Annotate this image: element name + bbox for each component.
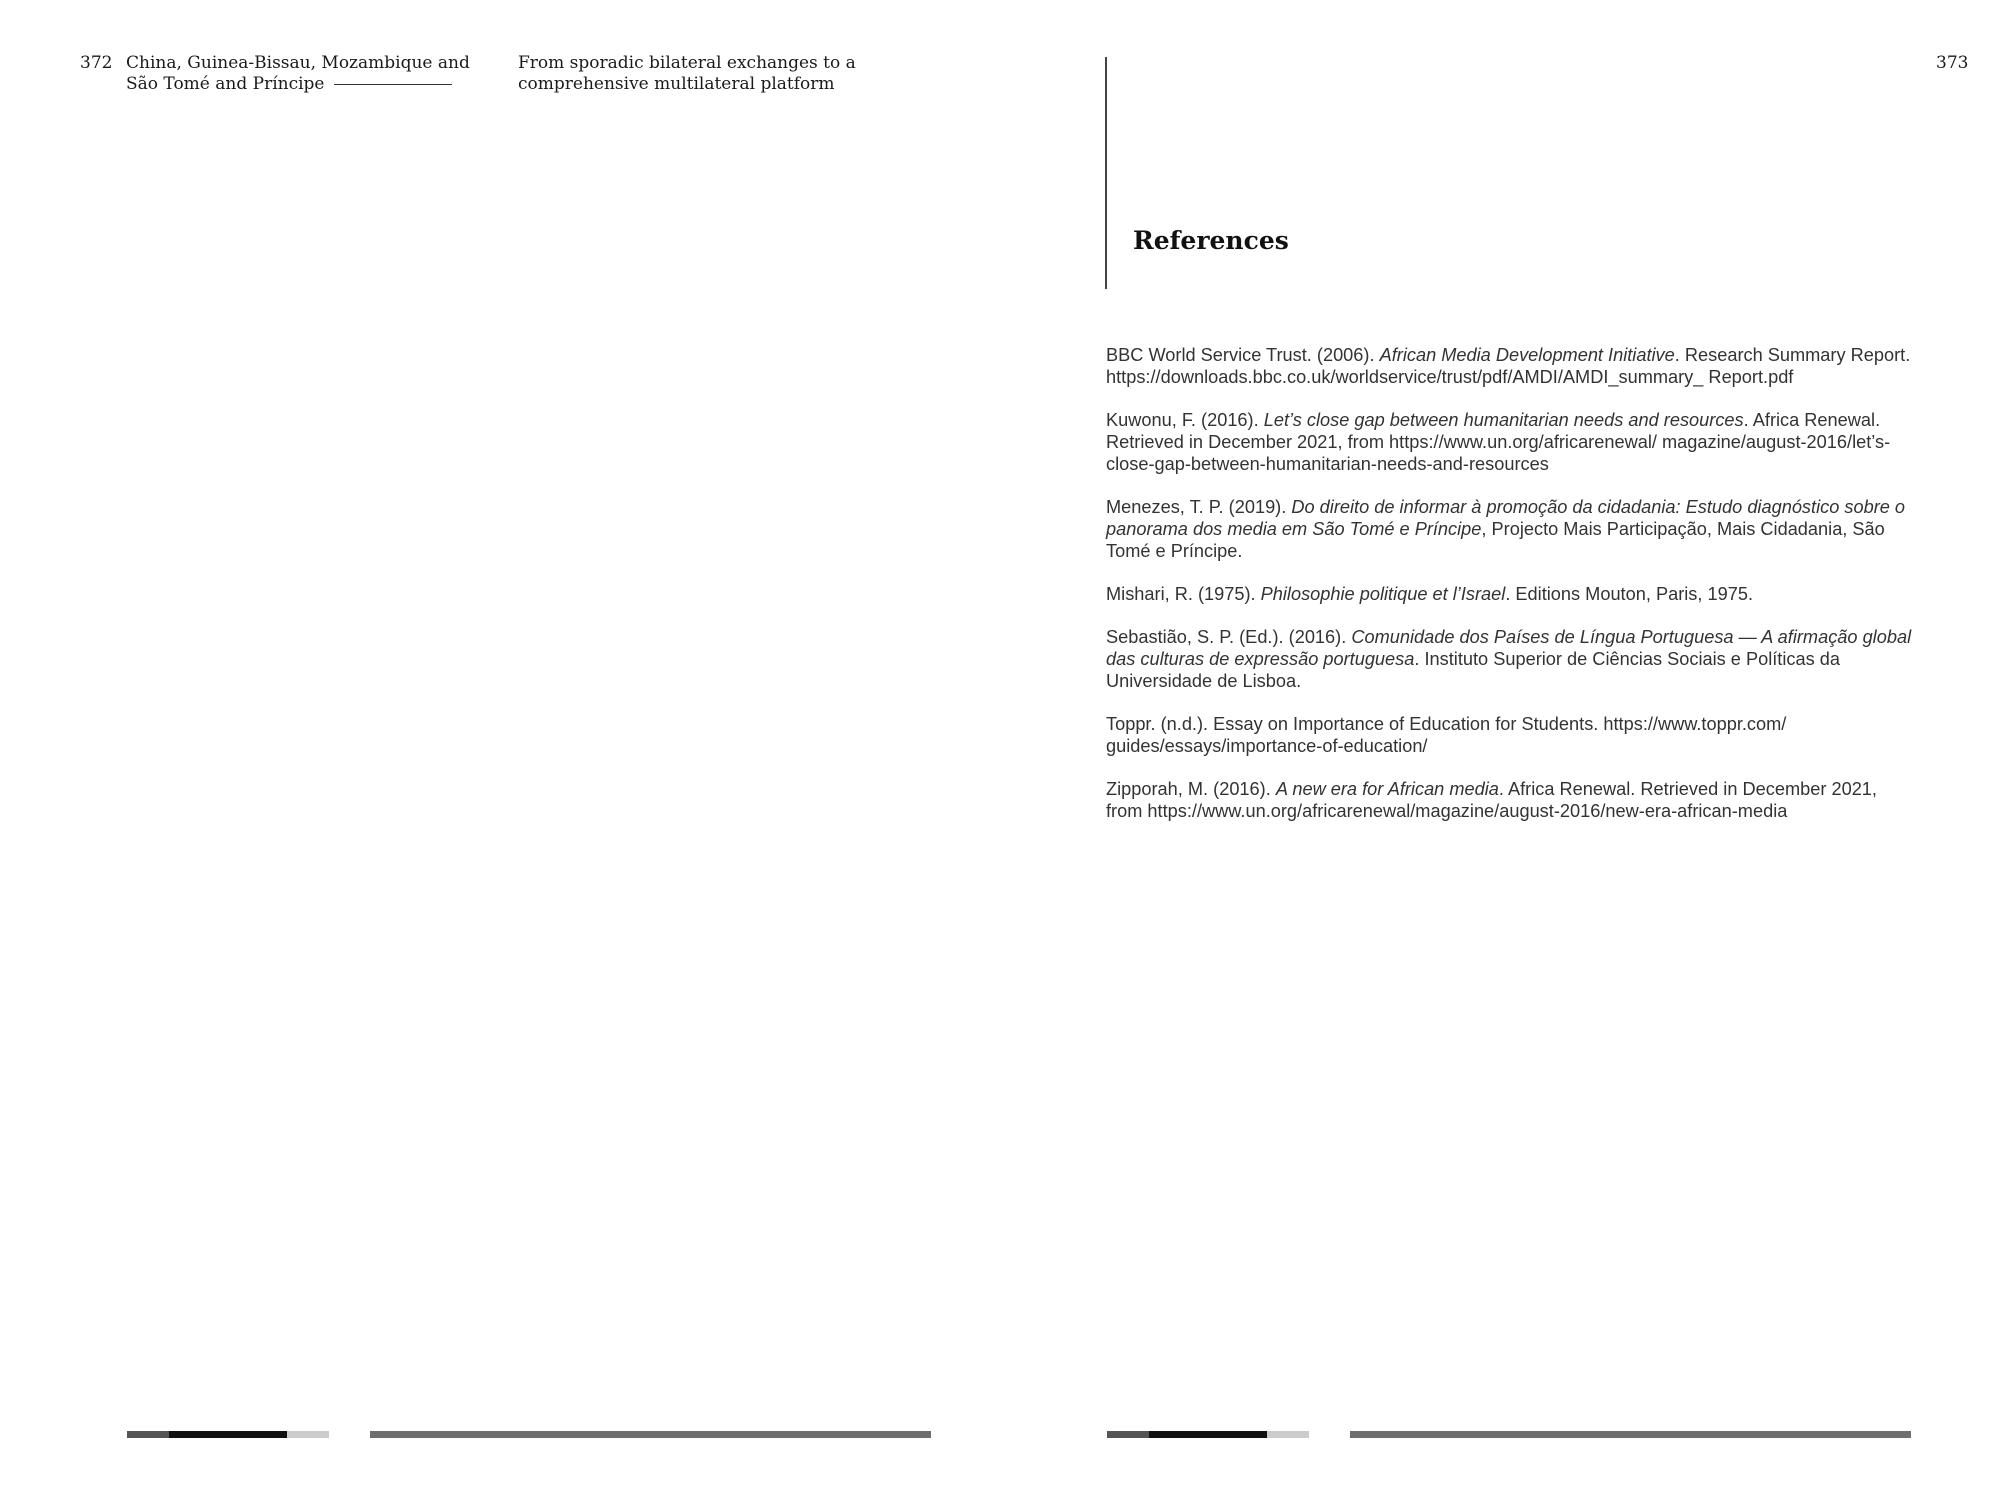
left-footer-bar-mid [127,1431,169,1438]
right-page-number: 373 [1936,53,1969,73]
running-head-line1: China, Guinea-Bissau, Mozambique and [126,53,470,73]
reference-text: , Projecto Mais Participação, Mais Cidadania, São Tomé e Príncipe. [1106,518,1885,561]
left-footer-bar-dark [169,1431,287,1438]
chapter-title-line2: comprehensive multilateral platform [518,74,835,94]
reference-text: Mishari, R. (1975). [1106,583,1261,604]
reference-text: . Instituto Superior de Ciências Sociais e Políticas da Universidade de Lisboa. [1106,648,1840,691]
left-page-number: 372 [80,53,113,73]
reference-entry [1106,584,1916,606]
running-head-chapter [518,53,856,95]
chapter-title-line1: From sporadic bilateral exchanges to a [518,53,856,73]
reference-text: . Research Summary Report. https://downloads.bbc.co.uk/worldservice/trust/pdf/AMDI/AMDI_summary_ Report.pdf [1106,345,1911,387]
reference-text: . Editions Mouton, Paris, 1975. [1505,583,1754,604]
reference-title: Let’s close gap between humanitarian needs and resources [1263,410,1744,431]
reference-entry [1106,627,1916,692]
right-footer-bar-mid [1107,1431,1149,1438]
running-head-line2: São Tomé and Príncipe [126,74,325,94]
references-heading: References [1133,226,1289,255]
left-footer-bar-long [370,1431,931,1438]
left-footer-bar-light [287,1431,329,1438]
references-list [1106,345,1916,844]
reference-text: Sebastião, S. P. (Ed.). (2016). [1106,627,1352,648]
running-head-rule [334,84,452,85]
reference-text: . Africa Renewal. Retrieved in December 2021, from https://www.un.org/africarenewal/magazine/august-2016/new-era-african-media [1106,779,1877,821]
reference-text: Kuwonu, F. (2016). [1106,410,1264,431]
right-footer-bar-light [1267,1431,1309,1438]
reference-title: Do direito de informar à promoção da cidadania: Estudo diagnóstico sobre o panorama dos media em São Tomé e Príncipe [1106,496,1906,539]
right-footer-bar-dark [1149,1431,1267,1438]
running-head-line2-row [126,74,470,95]
right-footer-bar-long [1350,1431,1911,1438]
reference-entry [1106,410,1916,475]
reference-text: . Africa Renewal. Retrieved in December 2021, from https://www.un.org/africarenewal/ magazine/august-2016/let’s-close-gap-between-humanitarian-needs-and-resources [1106,410,1891,474]
reference-entry [1106,779,1916,823]
reference-text: Menezes, T. P. (2019). [1106,496,1292,517]
reference-title: A new era for African media [1275,779,1499,800]
reference-text: Zipporah, M. (2016). [1106,779,1276,800]
reference-title: African Media Development Initiative [1379,345,1675,365]
reference-title: Comunidade dos Países de Língua Portuguesa — A afirmação global das culturas de expressão portuguesa [1106,627,1912,669]
running-head-book [126,53,470,95]
reference-entry [1106,714,1916,758]
reference-title: Philosophie politique et l’Israel [1260,583,1506,604]
reference-text: BBC World Service Trust. (2006). [1106,345,1380,365]
heading-vertical-rule [1105,57,1107,289]
reference-text: Toppr. (n.d.). Essay on Importance of Education for Students. https://www.toppr.com/ guides/essays/importance-of-education/ [1106,714,1787,756]
reference-entry [1106,497,1916,562]
reference-entry [1106,345,1916,389]
